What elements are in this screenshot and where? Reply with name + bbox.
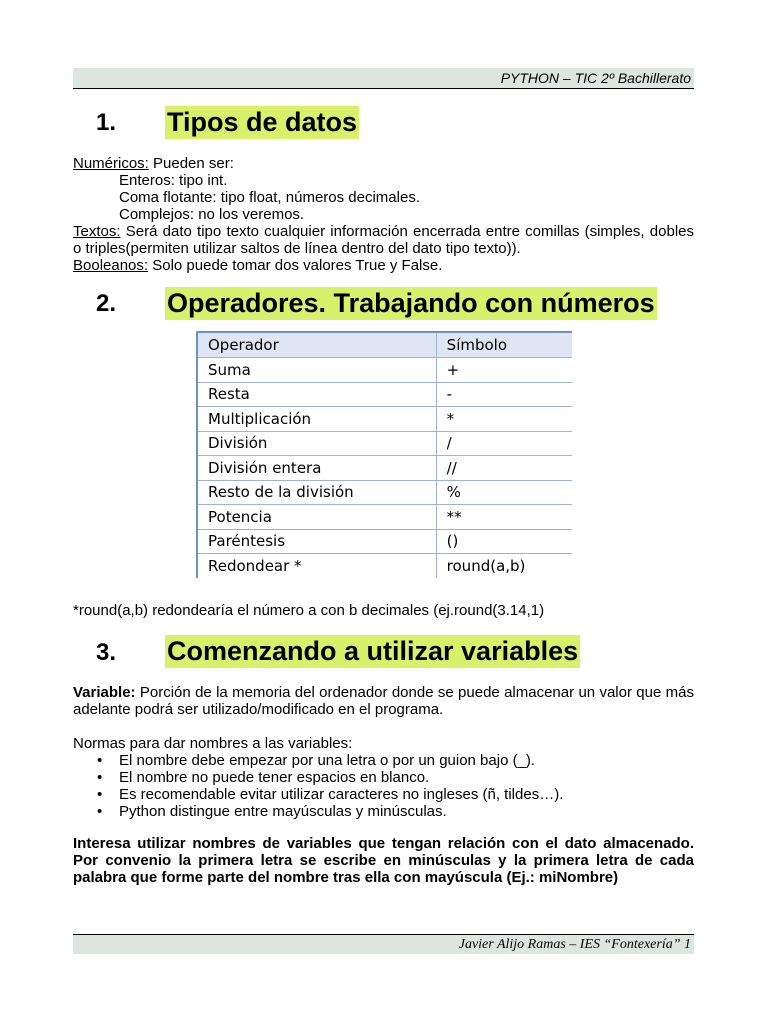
page-header: PYTHON – TIC 2º Bachillerato [73,68,694,89]
operators-table [196,331,572,578]
booleanos-text: Solo puede tomar dos valores True y False. [148,257,443,274]
symbol-cell: / [436,431,572,456]
section-2-title: Operadores. Trabajando con números [167,288,655,318]
list-item: • Es recomendable evitar utilizar caracteres no ingleses (ñ, tildes…). [119,786,694,803]
section-1-title: Tipos de datos [167,107,358,137]
operator-cell: Resta [197,382,436,407]
list-item: • El nombre debe empezar por una letra o por un guion bajo (_). [119,752,694,769]
numericos-label: Numéricos: [73,155,149,172]
symbol-cell: () [436,529,572,554]
list-item: • El nombre no puede tener espacios en blanco. [119,769,694,786]
table-row [197,554,572,578]
operator-cell: Potencia [197,505,436,530]
page-footer: Javier Alijo Ramas – IES “Fontexería” 1 [73,934,694,954]
operator-cell: División [197,431,436,456]
header-simbolo: Símbolo [436,332,572,358]
section-3-number: 3. [96,639,117,666]
operator-cell: Paréntesis [197,529,436,554]
table-row [197,382,572,407]
section-1-number: 1. [96,109,117,136]
header-operador: Operador [197,332,436,358]
textos-text: Será dato tipo texto cualquier información encerrada entre comillas (simples, dobles o triples(permiten utilizar saltos de línea dentro del dato tipo texto)). [73,223,694,257]
textos-label: Textos: [73,223,121,240]
table-row [197,529,572,554]
operator-cell: Redondear * [197,554,436,578]
variable-label: Variable: [73,684,136,701]
naming-rules-intro: Normas para dar nombres a las variables: [73,735,353,752]
symbol-cell: % [436,480,572,505]
variable-text: Porción de la memoria del ordenador donde se puede almacenar un valor que más adelante podrá ser utilizado/modificado en el programa. [73,684,694,718]
operator-cell: Multiplicación [197,407,436,432]
symbol-cell: ** [436,505,572,530]
naming-rules [73,735,694,820]
table-row [197,407,572,432]
symbol-cell: * [436,407,572,432]
table-row [197,456,572,481]
section-1-body [73,155,694,274]
booleanos-label: Booleanos: [73,257,149,274]
list-item: • Python distingue entre mayúsculas y minúsculas. [119,803,694,820]
table-row [197,431,572,456]
table-row [197,480,572,505]
variable-definition [73,684,694,718]
complejos-line: Complejos: no los veremos. [119,206,305,223]
symbol-cell: + [436,358,572,383]
operator-cell: Resto de la división [197,480,436,505]
coma-line: Coma flotante: tipo float, números decimales. [119,189,420,206]
operator-cell: División entera [197,456,436,481]
section-3-title: Comenzando a utilizar variables [167,636,579,666]
naming-convention-note: Interesa utilizar nombres de variables que tengan relación con el dato almacenado. Por convenio la primera letra se escribe en minúsculas y la primera letra de cada palabra que forme parte del nombre tras ella con mayúscula (Ej.: miNombre) [73,835,694,886]
symbol-cell: // [436,456,572,481]
table-header-row [197,332,572,358]
operator-cell: Suma [197,358,436,383]
numericos-text: Pueden ser: [148,155,234,172]
round-note: *round(a,b) redondearía el número a con b decimales (ej.round(3.14,1) [73,602,545,619]
symbol-cell: - [436,382,572,407]
table-row [197,358,572,383]
section-2-number: 2. [96,290,117,317]
table-row [197,505,572,530]
symbol-cell: round(a,b) [436,554,572,578]
enteros-line: Enteros: tipo int. [119,172,228,189]
